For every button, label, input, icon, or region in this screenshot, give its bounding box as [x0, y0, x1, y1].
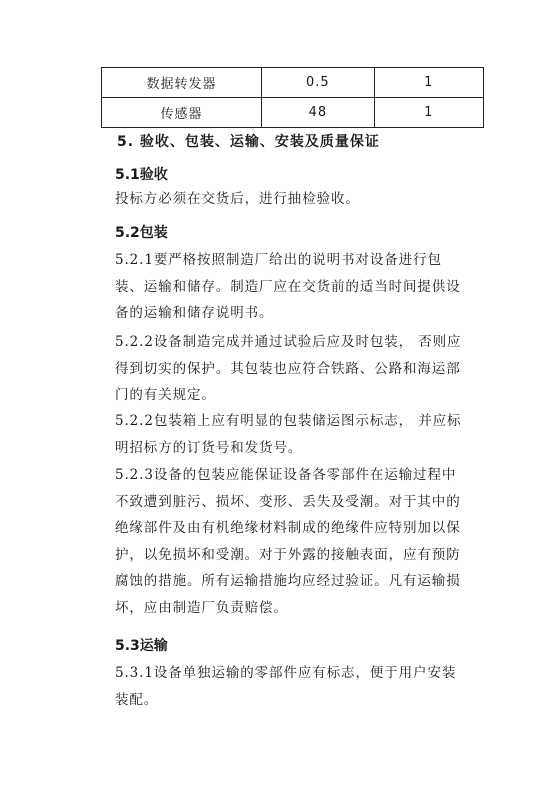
table-cell: 1 — [374, 68, 483, 98]
section-5-1-text: 投标方必须在交货后，进行抽检验收。 — [115, 191, 360, 207]
paragraph-5-2-2b: 5.2.2包装箱上应有明显的包装储运图示标志， 并应标明招标方的订货号和发货号。 — [115, 413, 462, 456]
table-row — [102, 68, 484, 98]
section-5-3-heading: 5.3运输 — [115, 638, 168, 654]
paragraph-5-2-1: 5.2.1要严格按照制造厂给出的说明书对设备进行包装、运输和储存。制造厂应在交货前的适当时间提供设备的运输和储存说明书。 — [115, 252, 461, 321]
equipment-table — [101, 67, 484, 128]
paragraph-5-2-3: 5.2.3设备的包装应能保证设备各零部件在运输过程中不致遭到脏污、损坏、变形、丢失及受潮。对于其中的绝缘部件及由有机绝缘材料制成的绝缘件应特别加以保护，以免损坏和受潮。对于外露的接触表面，应有预防腐蚀的措施。所有运输措施均应经过验证。凡有运输损坏，应由制造厂负责赔偿。 — [115, 467, 461, 616]
table-row — [102, 98, 484, 128]
table-cell: 1 — [374, 98, 483, 128]
section-5-heading: 5. 验收、包装、运输、安装及质量保证 — [117, 134, 380, 150]
section-5-1-heading: 5.1验收 — [115, 167, 168, 183]
table-cell: 传感器 — [102, 98, 262, 128]
paragraph-5-2-2a: 5.2.2设备制造完成并通过试验后应及时包装， 否则应得到切实的保护。其包装也应符合铁路、公路和海运部门的有关规定。 — [115, 334, 462, 403]
table-cell: 0.5 — [262, 68, 374, 98]
table-cell: 数据转发器 — [102, 68, 262, 98]
section-5-2-heading: 5.2包装 — [115, 225, 168, 241]
table-cell: 48 — [262, 98, 374, 128]
paragraph-5-3-1: 5.3.1设备单独运输的零部件应有标志，便于用户安装装配。 — [115, 665, 457, 708]
